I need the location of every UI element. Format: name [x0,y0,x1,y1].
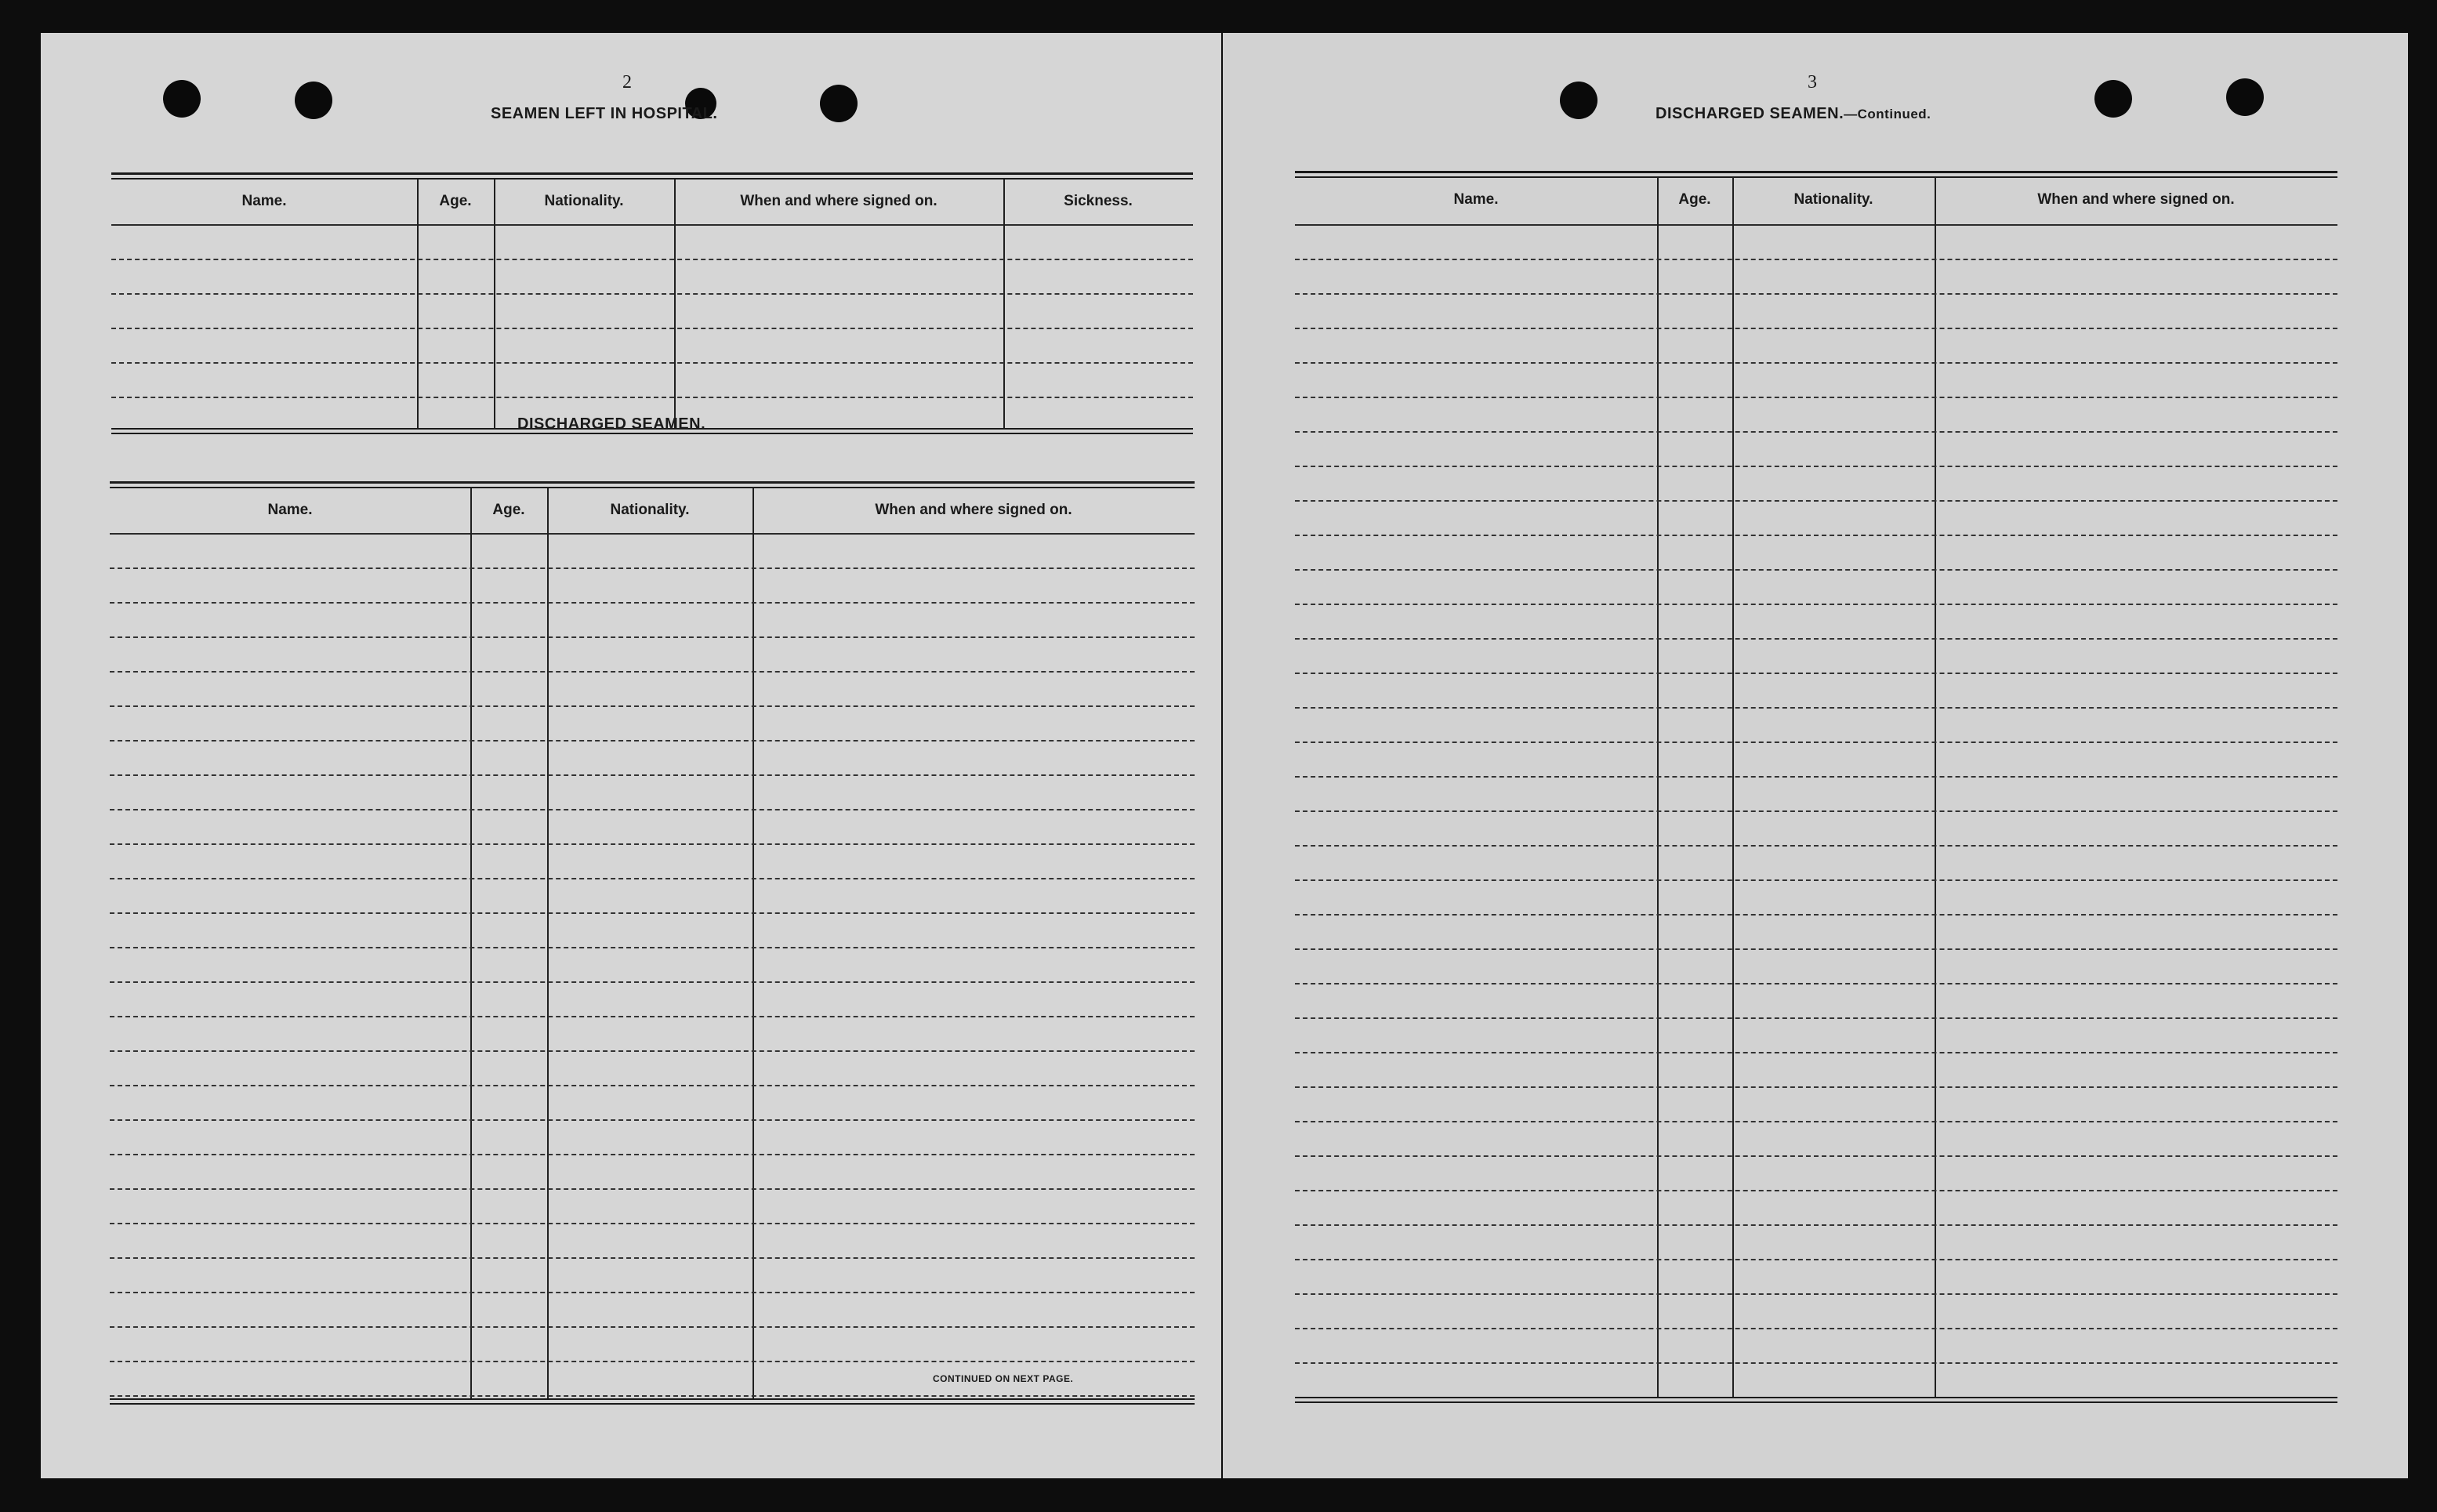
punch-hole [820,85,858,122]
entry-row-line[interactable] [110,843,1195,845]
table-bottom-rule [110,1398,1195,1400]
entry-row-line[interactable] [1295,259,2337,260]
entry-row-line[interactable] [110,636,1195,638]
discharged-continued-table [1295,133,2337,1411]
continued-label: —Continued. [1844,107,1931,121]
table-bottom-rule [1295,1401,2337,1403]
entry-row-line[interactable] [110,1085,1195,1086]
entry-row-line[interactable] [1295,776,2337,778]
discharged-section-title: DISCHARGED SEAMEN. [517,415,706,433]
entry-row-line[interactable] [110,1016,1195,1017]
entry-row-line[interactable] [1295,362,2337,364]
page-number: 3 [1808,72,1817,92]
entry-row-line[interactable] [1295,1224,2337,1226]
entry-row-line[interactable] [111,293,1193,295]
entry-row-line[interactable] [1295,673,2337,674]
entry-row-line[interactable] [1295,845,2337,847]
entry-row-line[interactable] [1295,397,2337,398]
discharged-continued-title [1655,105,1931,123]
discharged-table [110,441,1195,1412]
punch-hole [2094,80,2132,118]
table-top-rule [1295,176,2337,178]
hospital-table [111,133,1193,431]
entry-row-line[interactable] [110,1326,1195,1328]
header-divider [111,224,1193,226]
header-divider [110,533,1195,535]
entry-row-line[interactable] [110,1257,1195,1259]
entry-row-line[interactable] [1295,638,2337,640]
column-divider [494,179,495,428]
entry-row-line[interactable] [1295,810,2337,812]
entry-row-line[interactable] [110,912,1195,914]
entry-row-line[interactable] [110,567,1195,569]
column-header: Name. [267,502,313,518]
entry-row-line[interactable] [110,740,1195,741]
entry-row-line[interactable] [1295,1155,2337,1157]
entry-row-line[interactable] [110,1292,1195,1293]
entry-row-line[interactable] [1295,1121,2337,1122]
entry-row-line[interactable] [1295,1190,2337,1191]
entry-row-line[interactable] [111,397,1193,398]
hospital-section-title: SEAMEN LEFT IN HOSPITAL. [491,105,718,122]
table-top-rule [1295,171,2337,173]
column-divider [1003,179,1005,428]
entry-row-line[interactable] [110,774,1195,776]
entry-row-line[interactable] [110,1154,1195,1155]
discharged-continued-title-main: DISCHARGED SEAMEN. [1655,105,1844,122]
entry-row-line[interactable] [110,602,1195,604]
column-divider [417,179,419,428]
entry-row-line[interactable] [1295,983,2337,984]
entry-row-line[interactable] [1295,500,2337,502]
entry-row-line[interactable] [110,1361,1195,1362]
entry-row-line[interactable] [1295,948,2337,950]
column-header: Name. [241,193,287,209]
entry-row-line[interactable] [110,671,1195,673]
entry-row-line[interactable] [1295,1017,2337,1019]
entry-row-line[interactable] [1295,431,2337,433]
entry-row-line[interactable] [110,947,1195,948]
punch-hole [1560,82,1597,119]
column-header: Name. [1453,191,1499,208]
entry-row-line[interactable] [111,259,1193,260]
column-divider [470,488,472,1398]
entry-row-line[interactable] [1295,741,2337,743]
entry-row-line[interactable] [1295,707,2337,709]
entry-row-line[interactable] [1295,1259,2337,1260]
table-bottom-rule [1295,1397,2337,1398]
entry-row-line[interactable] [1295,466,2337,467]
column-header: When and where signed on. [875,502,1072,518]
entry-row-line[interactable] [110,1223,1195,1224]
entry-row-line[interactable] [1295,879,2337,881]
punch-hole [2226,78,2264,116]
page-number: 2 [622,72,632,92]
entry-row-line[interactable] [1295,328,2337,329]
column-header: Nationality. [1793,191,1873,208]
table-bottom-rule [110,1403,1195,1405]
column-divider [752,488,754,1398]
punch-hole [163,80,201,118]
column-divider [1657,177,1659,1397]
entry-row-line[interactable] [1295,1086,2337,1088]
column-header: Sickness. [1064,193,1133,209]
column-header: Age. [439,193,472,209]
entry-row-line[interactable] [1295,604,2337,605]
header-divider [1295,224,2337,226]
entry-row-line[interactable] [110,1050,1195,1052]
table-top-rule [111,178,1193,179]
entry-row-line[interactable] [1295,1362,2337,1364]
entry-row-line[interactable] [110,705,1195,707]
column-header: Age. [492,502,525,518]
right-page [1223,33,2408,1478]
entry-row-line[interactable] [110,1119,1195,1121]
column-header: When and where signed on. [2037,191,2235,208]
column-header: Age. [1678,191,1711,208]
entry-row-line[interactable] [110,981,1195,983]
punch-hole [295,82,332,119]
left-page [41,33,1221,1478]
entry-row-line[interactable] [1295,1293,2337,1295]
column-header: When and where signed on. [740,193,937,209]
column-divider [1935,177,1936,1397]
column-header: Nationality. [544,193,624,209]
entry-row-line[interactable] [111,362,1193,364]
entry-row-line[interactable] [1295,535,2337,536]
entry-row-line[interactable] [1295,914,2337,916]
column-divider [1732,177,1734,1397]
continued-footer: CONTINUED ON NEXT PAGE. [933,1373,1074,1384]
column-divider [674,179,676,428]
table-top-rule [110,487,1195,488]
entry-row-line[interactable] [1295,569,2337,571]
entry-row-line[interactable] [1295,293,2337,295]
column-header: Nationality. [610,502,690,518]
table-top-rule [110,481,1195,484]
entry-row-line[interactable] [110,1188,1195,1190]
entry-row-line[interactable] [110,878,1195,879]
entry-row-line[interactable] [110,1395,1195,1397]
entry-row-line[interactable] [1295,1052,2337,1053]
entry-row-line[interactable] [110,809,1195,810]
table-top-rule [111,172,1193,175]
entry-row-line[interactable] [111,328,1193,329]
entry-row-line[interactable] [1295,1328,2337,1329]
column-divider [547,488,549,1398]
